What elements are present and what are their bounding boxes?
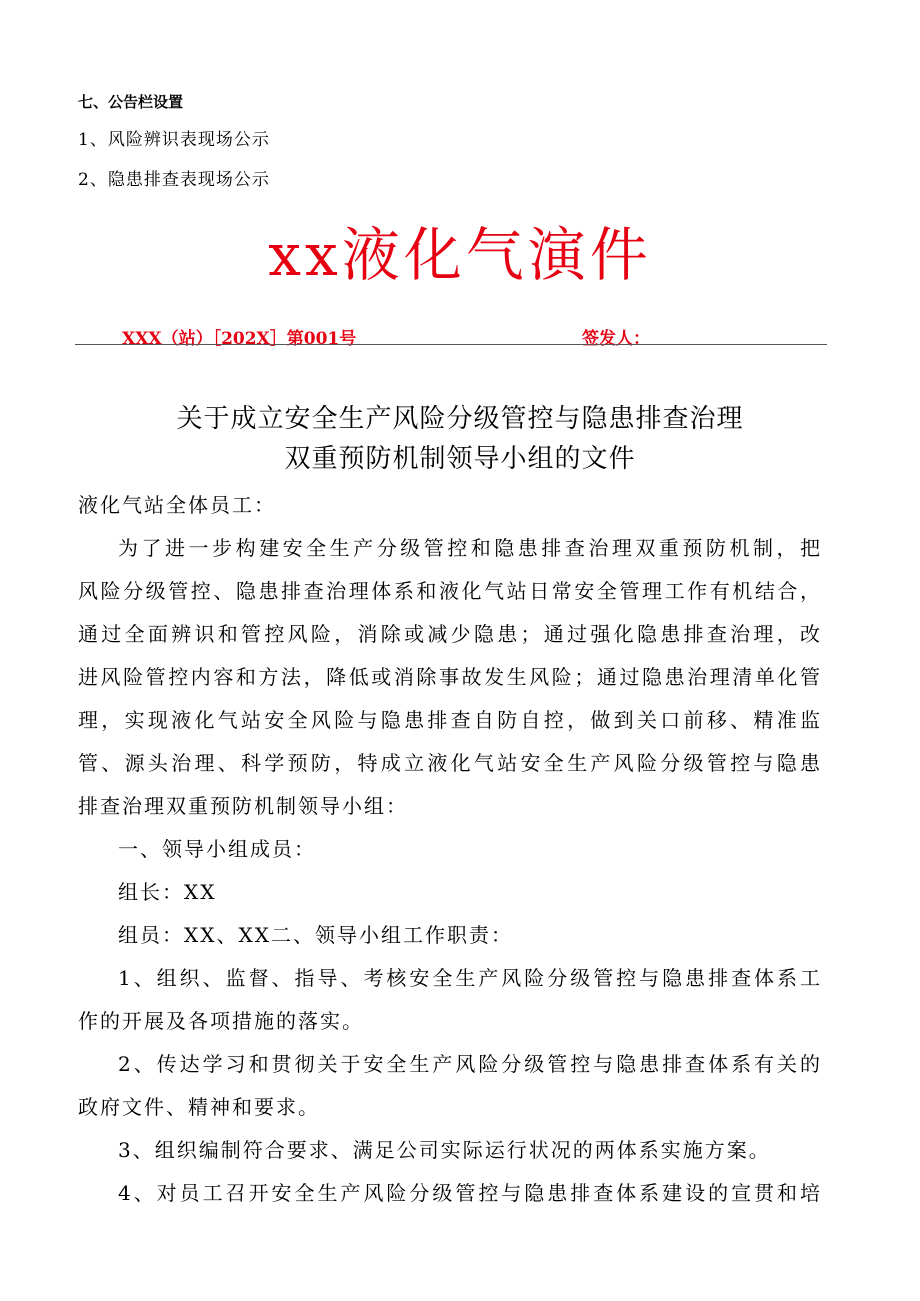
salutation: 液化气站全体员工： xyxy=(78,493,276,517)
paragraph-line: 为了进一步构建安全生产分级管控和隐患排查治理双重预防机制，把 xyxy=(118,536,820,560)
paragraph-line: 风险分级管控、隐患排查治理体系和液化气站日常安全管理工作有机结合， xyxy=(78,579,820,603)
paragraph-line: 排查治理双重预防机制领导小组： xyxy=(78,794,408,818)
duty-line: 政府文件、精神和要求。 xyxy=(78,1095,320,1119)
letterhead-title: xx液化气演件 xyxy=(268,221,652,289)
section-heading: 七、公告栏设置 xyxy=(78,93,184,111)
paragraph-line: 管、源头治理、科学预防，特成立液化气站安全生产风险分级管控与隐患 xyxy=(78,751,820,775)
document-title-line: 关于成立安全生产风险分级管控与隐患排查治理 xyxy=(176,404,744,434)
document-number: XXX（站）［202X］第001号 xyxy=(122,329,357,349)
paragraph-line: 进风险管控内容和方法，降低或消除事故发生风险；通过隐患治理清单化管 xyxy=(78,665,820,689)
list-item: 1、风险辨识表现场公示 xyxy=(78,130,270,150)
duty-line: 1、组织、监督、指导、考核安全生产风险分级管控与隐患排查体系工 xyxy=(118,966,820,990)
signer-label: 签发人： xyxy=(582,329,650,349)
duty-line: 3、组织编制符合要求、满足公司实际运行状况的两体系实施方案。 xyxy=(118,1138,771,1162)
leader-line: 组长：XX xyxy=(118,880,217,904)
duty-line: 4、对员工召开安全生产风险分级管控与隐患排查体系建设的宣贯和培 xyxy=(118,1181,820,1205)
members-heading: 一、领导小组成员： xyxy=(118,837,316,861)
list-item: 2、隐患排查表现场公示 xyxy=(78,170,270,190)
paragraph-line: 理，实现液化气站安全风险与隐患排查自防自控，做到关口前移、精准监 xyxy=(78,708,820,732)
members-line: 组员：XX、XX二、领导小组工作职责： xyxy=(118,923,513,947)
document-title-line: 双重预防机制领导小组的文件 xyxy=(284,444,636,474)
letterhead-divider xyxy=(75,344,827,345)
paragraph-line: 通过全面辨识和管控风险，消除或减少隐患；通过强化隐患排查治理，改 xyxy=(78,622,820,646)
duty-line: 作的开展及各项措施的落实。 xyxy=(78,1009,364,1033)
duty-line: 2、传达学习和贯彻关于安全生产风险分级管控与隐患排查体系有关的 xyxy=(118,1052,820,1076)
